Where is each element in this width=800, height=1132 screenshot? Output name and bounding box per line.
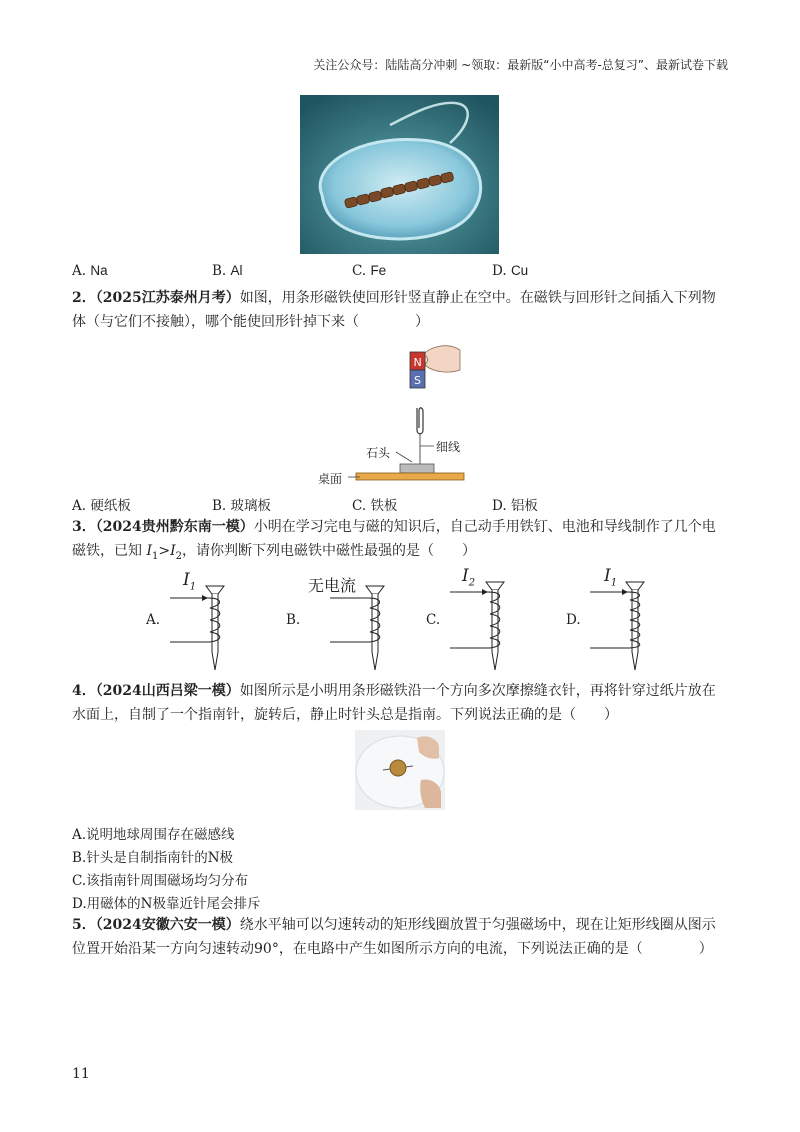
q1-option-a[interactable]: A. Na	[72, 263, 108, 279]
q2-option-a[interactable]: A. 硬纸板	[72, 498, 131, 514]
q3-nail-c	[448, 576, 528, 676]
q2-option-d[interactable]: D. 铝板	[492, 498, 538, 514]
q3-option-c[interactable]: C.	[426, 612, 441, 628]
q2-line-1: 2．（2025江苏泰州月考）如图，用条形磁铁使回形针竖直静止在空中。在磁铁与回形针之间插入下列物	[72, 290, 716, 306]
q3-option-a[interactable]: A.	[146, 612, 161, 628]
q3-c-current-label: $I_2$	[462, 566, 476, 589]
q2-option-c[interactable]: C. 铁板	[352, 498, 398, 514]
q3-line-1: 3．（2024贵州黔东南一模）小明在学习完电与磁的知识后，自己动手用铁钉、电池和导线制作了几个电	[72, 519, 716, 535]
page-number: 11	[72, 1066, 90, 1082]
magnet-n-label: N	[413, 356, 422, 369]
q3-nail-a	[168, 580, 248, 675]
q3-option-d[interactable]: D.	[566, 612, 581, 628]
magnet-s-label: S	[414, 374, 421, 387]
label-thread: 细线	[436, 440, 461, 454]
q1-option-c[interactable]: C. Fe	[352, 263, 387, 279]
q5-line-1: 5．（2024安徽六安一模）绕水平轴可以匀速转动的矩形线圈放置于匀强磁场中，现在让矩形线圈从图示	[72, 917, 716, 933]
q3-line-2: 磁铁，已知 $I_1>I_2$，请你判断下列电磁铁中磁性最强的是（ ）	[72, 543, 476, 562]
page-header: 关注公众号：陆陆高分冲刺 ~领取：最新版“小中高考-总复习”、最新试卷下载	[313, 58, 728, 72]
compass-photo	[355, 730, 445, 810]
q2-line-2: 体（与它们不接触），哪个能使回形针掉下来（ ）	[72, 314, 429, 330]
q4-option-c[interactable]: C.该指南针周围磁场均匀分布	[72, 873, 249, 889]
label-table: 桌面	[318, 472, 343, 486]
q3-option-b[interactable]: B.	[286, 612, 301, 628]
q4-option-a[interactable]: A.说明地球周围存在磁感线	[72, 827, 235, 843]
q4-option-d[interactable]: D.用磁体的N极靠近针尾会排斥	[72, 896, 261, 912]
q3-nail-b	[308, 580, 388, 675]
q4-line-1: 4．（2024山西吕梁一模）如图所示是小明用条形磁铁沿一个方向多次摩擦缝衣针，再将针穿过纸片放在	[72, 683, 716, 699]
q5-line-2: 位置开始沿某一方向匀速转动90°，在电路中产生如图所示方向的电流，下列说法正确的是（ ）	[72, 941, 713, 957]
q1-option-d[interactable]: D. Cu	[492, 263, 529, 279]
q3-b-no-current-label: 无电流	[308, 576, 357, 595]
bacterium-image	[300, 95, 499, 254]
q3-a-current-label: $I_1$	[183, 570, 197, 593]
q3-d-current-label: $I_1$	[604, 566, 618, 589]
q4-option-b[interactable]: B.针头是自制指南针的N极	[72, 850, 234, 866]
q4-line-2: 水面上，自制了一个指南针，旋转后，静止时针头总是指南。下列说法正确的是（ ）	[72, 707, 618, 723]
q2-magnet-figure	[330, 338, 470, 488]
label-stone: 石头	[366, 446, 391, 460]
q3-nail-d	[588, 576, 668, 676]
q2-option-b[interactable]: B. 玻璃板	[212, 498, 272, 514]
q1-option-b[interactable]: B. Al	[212, 263, 243, 279]
